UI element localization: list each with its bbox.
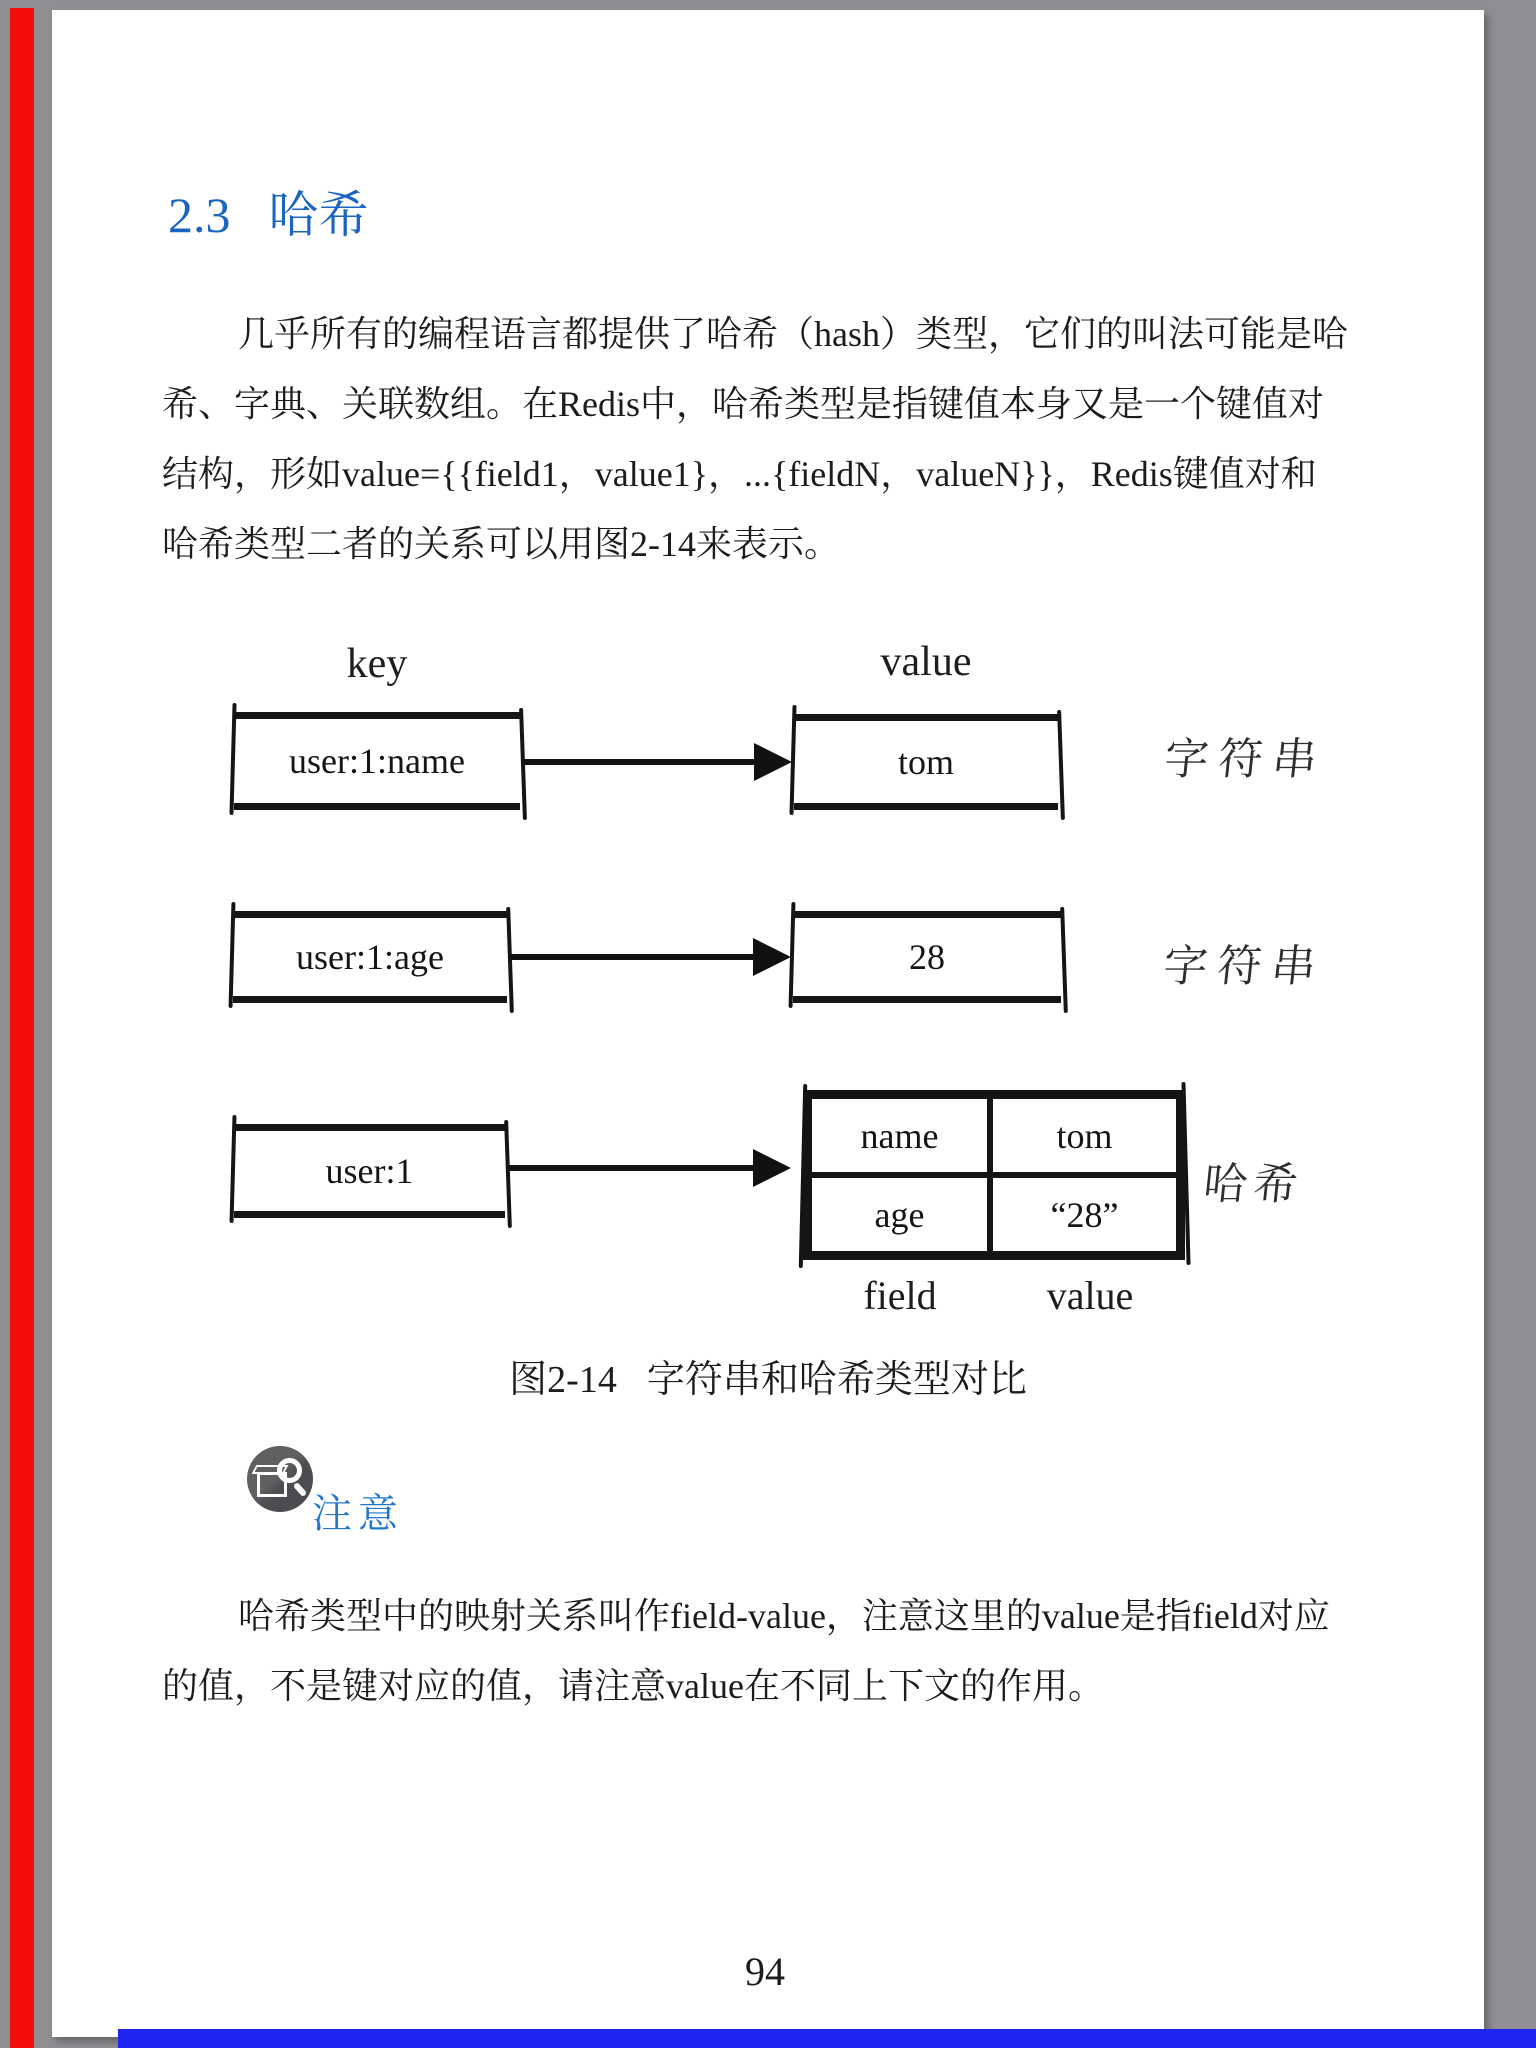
figure-caption-text: 字符串和哈希类型对比 bbox=[646, 1359, 1027, 1401]
key-box-user-1: user:1 bbox=[234, 1124, 505, 1218]
bottom-edge-blue-strip bbox=[118, 2029, 1536, 2048]
magnifier-handle-icon bbox=[293, 1482, 307, 1497]
key-box-user-1-name: user:1:name bbox=[234, 712, 520, 810]
paragraph-line: 哈希类型二者的关系可以用图2-14来表示。 bbox=[162, 524, 840, 564]
value-box-tom: tom bbox=[794, 714, 1058, 810]
value-box-28: 28 bbox=[793, 911, 1061, 1003]
section-title: 哈希 bbox=[268, 187, 369, 243]
table-cell-value-28: “28” bbox=[990, 1175, 1179, 1254]
table-cell-field-name: name bbox=[809, 1096, 990, 1175]
table-cell-field-age: age bbox=[809, 1175, 990, 1254]
paragraph-line: 结构，形如value={{field1，value1}，...{fieldN，valueN}}，Redis键值对和 bbox=[162, 454, 1317, 494]
left-edge-red-strip bbox=[10, 8, 34, 2048]
hash-field-value-table bbox=[803, 1090, 1185, 1260]
type-label-string-2: 字符串 bbox=[1160, 942, 1329, 991]
type-label-string-1: 字符串 bbox=[1161, 735, 1330, 784]
arrow-icon bbox=[524, 759, 754, 765]
section-heading bbox=[168, 186, 369, 244]
type-label-hash: 哈希 bbox=[1200, 1160, 1307, 1209]
field-column-label: field bbox=[863, 1273, 937, 1318]
figure-key-header: key bbox=[346, 641, 408, 687]
table-cell-value-tom: tom bbox=[990, 1096, 1179, 1175]
value-column-label: value bbox=[1046, 1273, 1134, 1318]
section-number: 2.3 bbox=[168, 187, 231, 243]
note-label: 注意 bbox=[312, 1491, 404, 1536]
figure-caption-number: 图2-14 bbox=[509, 1359, 617, 1401]
paragraph-line: 的值，不是键对应的值，请注意value在不同上下文的作用。 bbox=[162, 1666, 1104, 1706]
paragraph-intro bbox=[162, 299, 1352, 579]
paragraph-line: 哈希类型中的映射关系叫作field-value，注意这里的value是指field对应 bbox=[238, 1596, 1330, 1636]
arrow-icon bbox=[511, 954, 753, 960]
magnifier-icon bbox=[277, 1458, 302, 1483]
paragraph-line: 希、字典、关联数组。在Redis中，哈希类型是指键值本身又是一个键值对 bbox=[162, 384, 1325, 424]
note-icon bbox=[247, 1446, 313, 1512]
figure-value-header: value bbox=[880, 639, 972, 685]
paragraph-note-body bbox=[162, 1581, 1352, 1721]
figure-caption bbox=[509, 1348, 1027, 1403]
key-box-user-1-age: user:1:age bbox=[233, 911, 507, 1003]
page-number: 94 bbox=[745, 1949, 785, 1994]
paragraph-line: 几乎所有的编程语言都提供了哈希（hash）类型，它们的叫法可能是哈 bbox=[238, 314, 1348, 354]
arrow-icon bbox=[509, 1165, 753, 1171]
